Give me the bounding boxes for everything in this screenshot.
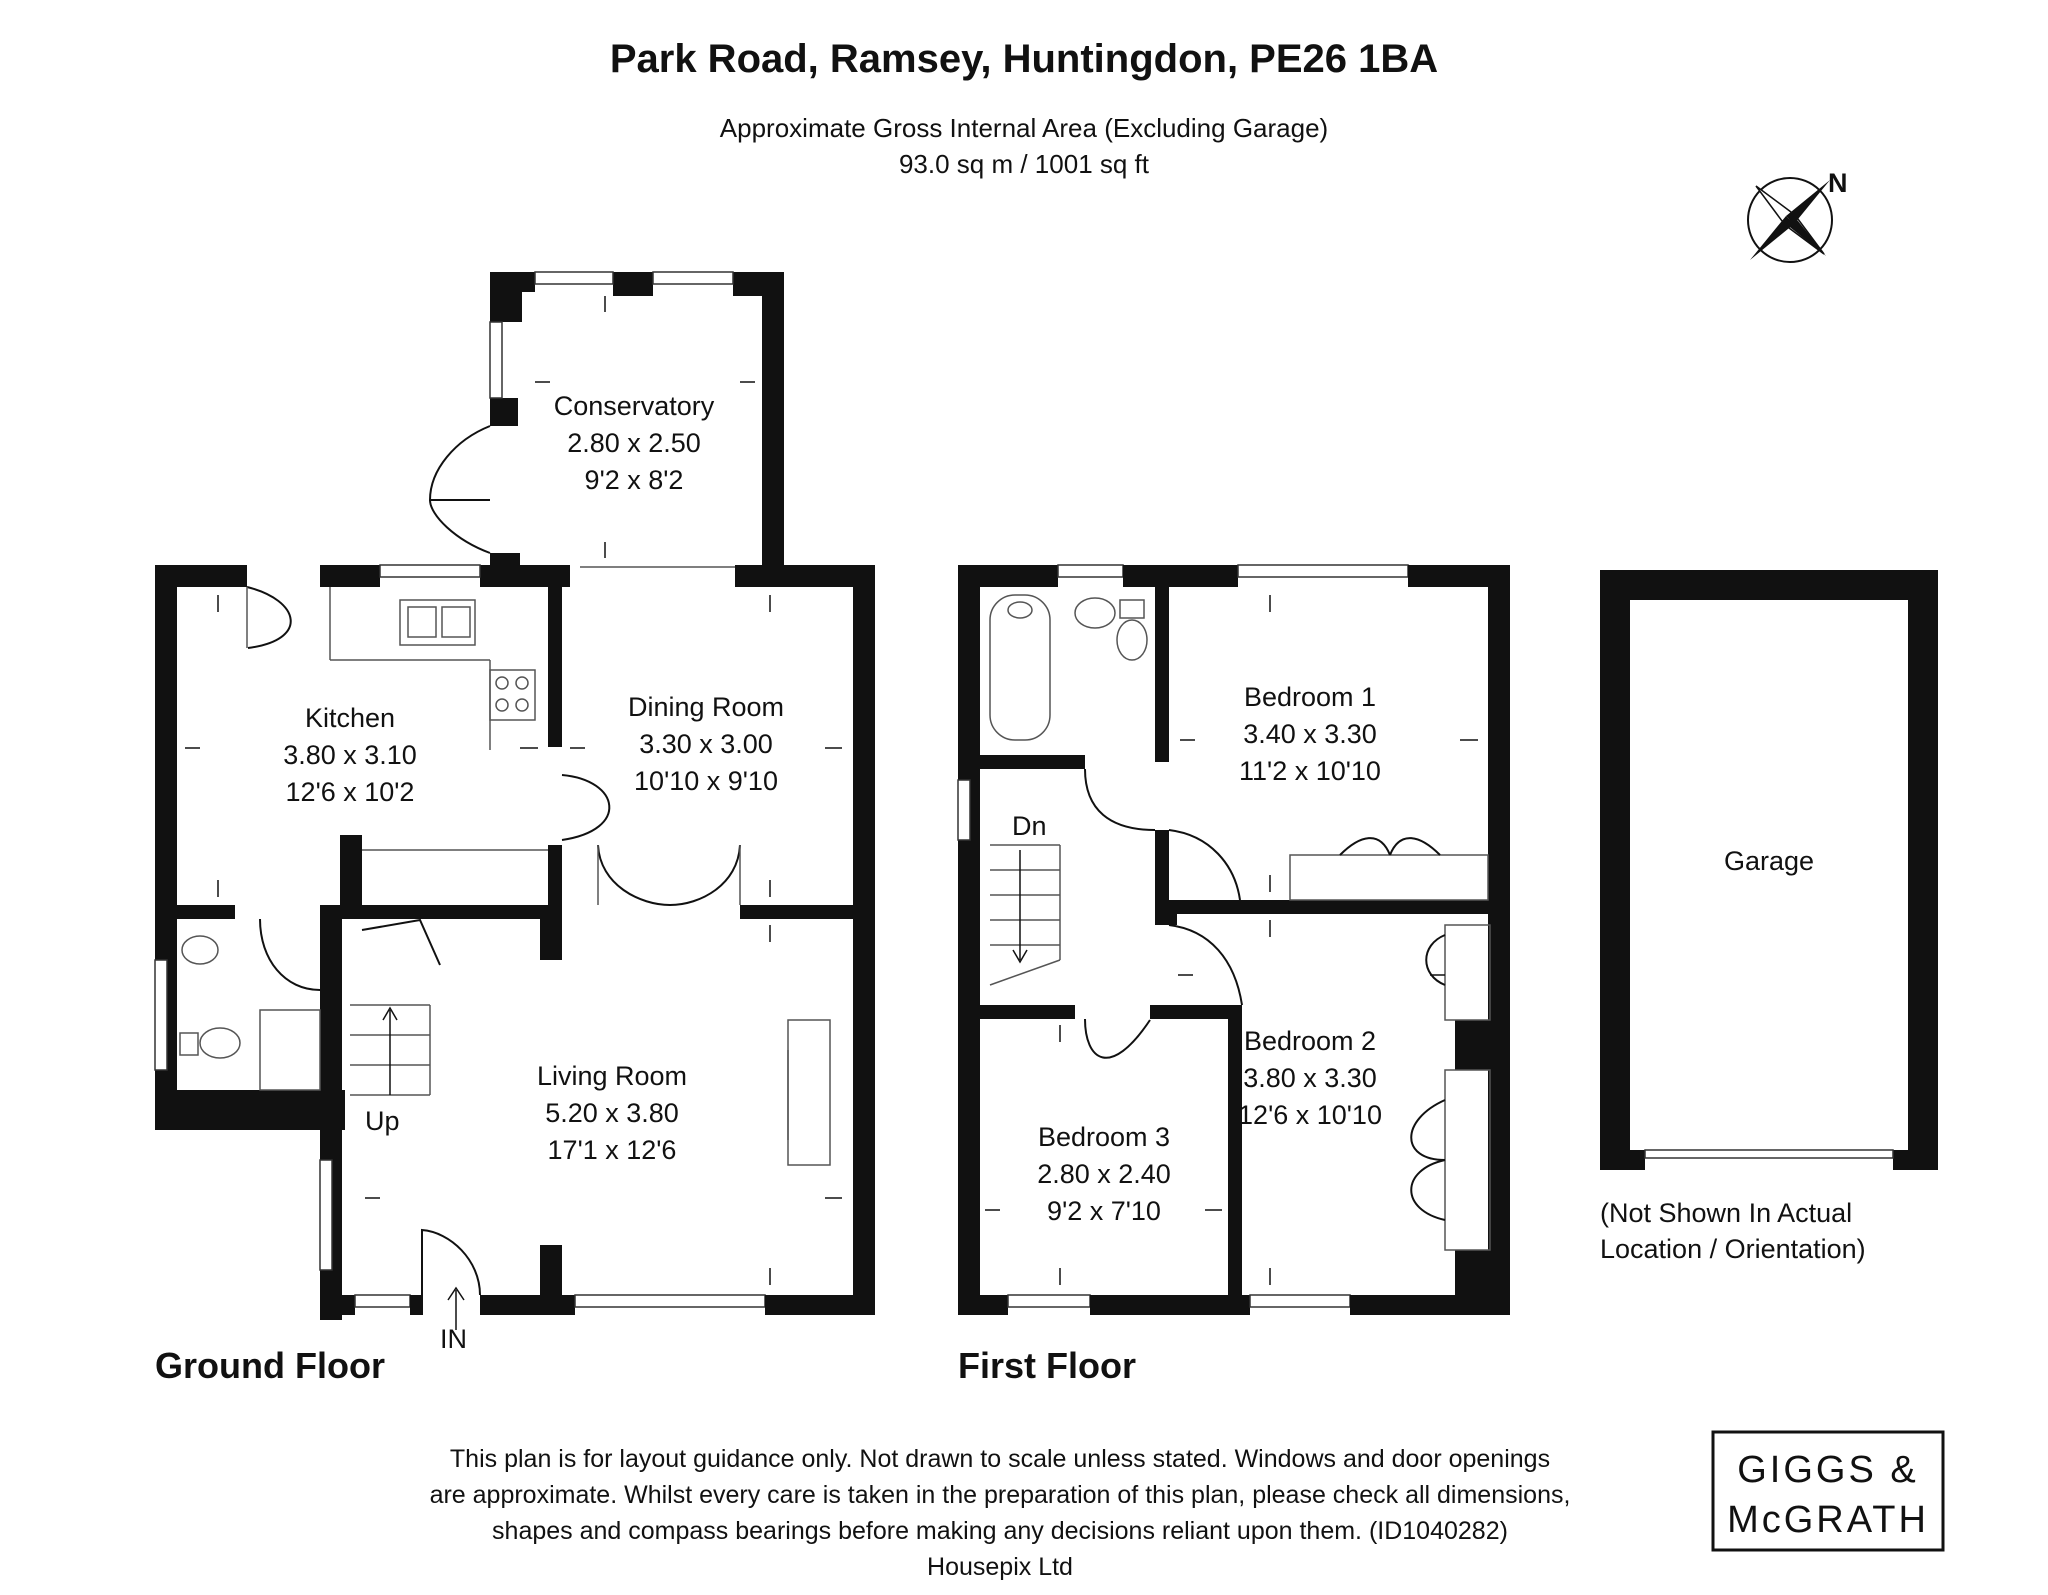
disclaimer-line-3: shapes and compass bearings before making any decisions reliant upon them. (ID1040282) — [492, 1517, 1508, 1545]
living-room-imperial: 17'1 x 12'6 — [547, 1135, 677, 1165]
compass-north-label: N — [1828, 168, 1848, 198]
ground-floor-plan — [155, 272, 875, 1330]
stairs-down-icon — [990, 845, 1060, 985]
entrance-label: IN — [440, 1324, 467, 1354]
stairs-up-icon — [350, 920, 440, 1095]
first-floor-plan — [958, 565, 1510, 1315]
first-floor-label: First Floor — [958, 1345, 1136, 1386]
living-room-metric: 5.20 x 3.80 — [545, 1098, 679, 1128]
disclaimer-line-1: This plan is for layout guidance only. Not drawn to scale unless stated. Windows and door openings — [449, 1445, 1551, 1473]
dining-room-name: Dining Room — [627, 692, 785, 722]
garage-note-line-1: (Not Shown In Actual — [1600, 1198, 1853, 1228]
bedroom-1-name: Bedroom 1 — [1243, 682, 1377, 712]
area-line-1: Approximate Gross Internal Area (Excluding Garage) — [719, 113, 1329, 143]
bedroom-3-imperial: 9'2 x 7'10 — [1047, 1196, 1161, 1226]
kitchen-name: Kitchen — [304, 703, 396, 733]
dining-room-metric: 3.30 x 3.00 — [639, 729, 773, 759]
stairs-up-label: Up — [365, 1106, 400, 1136]
page-title: Park Road, Ramsey, Huntingdon, PE26 1BA — [609, 37, 1439, 81]
disclaimer-line-2: are approximate. Whilst every care is taken in the preparation of this plan, please check all dimensions, — [429, 1481, 1571, 1509]
kitchen-metric: 3.80 x 3.10 — [283, 740, 417, 770]
stairs-down-label: Dn — [1012, 811, 1047, 841]
bedroom-2-imperial: 12'6 x 10'10 — [1238, 1100, 1382, 1130]
dining-room-imperial: 10'10 x 9'10 — [634, 766, 778, 796]
conservatory-imperial: 9'2 x 8'2 — [584, 465, 684, 495]
ground-floor-label: Ground Floor — [155, 1345, 385, 1386]
bedroom-1-metric: 3.40 x 3.30 — [1243, 719, 1377, 749]
garage-name: Garage — [1723, 846, 1815, 876]
garage-note-line-2: Location / Orientation) — [1600, 1234, 1866, 1264]
bedroom-2-name: Bedroom 2 — [1243, 1026, 1377, 1056]
compass-rose-icon — [1748, 178, 1832, 262]
conservatory-metric: 2.80 x 2.50 — [567, 428, 701, 458]
bedroom-3-name: Bedroom 3 — [1037, 1122, 1171, 1152]
bedroom-3-metric: 2.80 x 2.40 — [1037, 1159, 1171, 1189]
logo-line-1: GIGGS & — [1737, 1449, 1919, 1491]
giggs-mcgrath-logo — [1713, 1432, 1943, 1550]
disclaimer-line-4: Housepix Ltd — [927, 1553, 1073, 1581]
conservatory-name: Conservatory — [553, 391, 715, 421]
bedroom-1-imperial: 11'2 x 10'10 — [1239, 756, 1381, 786]
kitchen-imperial: 12'6 x 10'2 — [285, 777, 415, 807]
logo-line-2: McGRATH — [1727, 1499, 1929, 1541]
living-room-name: Living Room — [536, 1061, 688, 1091]
bedroom-2-metric: 3.80 x 3.30 — [1243, 1063, 1377, 1093]
area-line-2: 93.0 sq m / 1001 sq ft — [898, 149, 1150, 179]
